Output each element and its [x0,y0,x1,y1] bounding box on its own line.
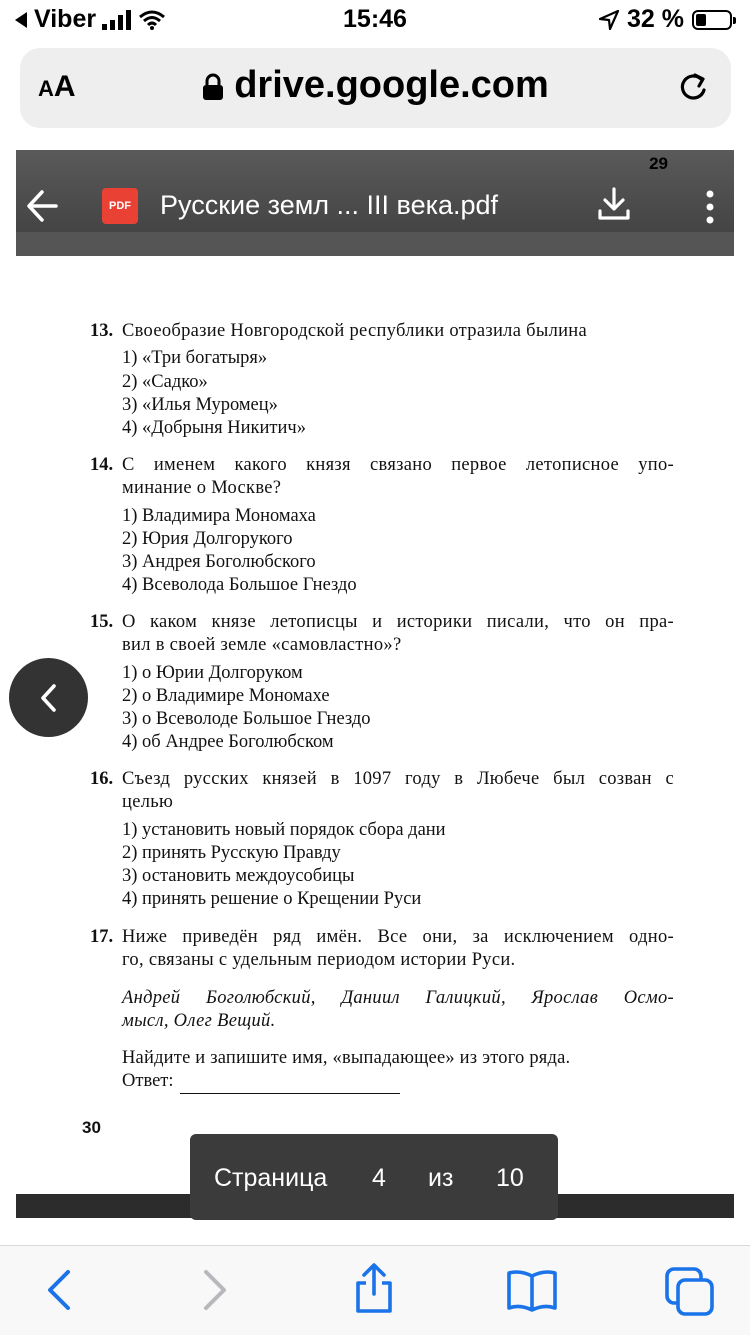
names-line: мысл, Олег Вещий. [122,1010,276,1031]
url-field[interactable] [20,64,731,107]
page-word: Страница [214,1164,328,1192]
total-pages: 10 [496,1164,524,1192]
option: 1) «Три богатыря» [122,348,268,369]
status-bar [0,0,750,40]
option: 3) остановить междоусобицы [122,866,355,887]
battery-icon [692,10,732,30]
names-line: Андрей Боголюбский, Даниил Галицкий, Ярослав Осмо- [122,987,674,1008]
reload-icon[interactable] [677,70,711,104]
browser-forward-icon[interactable] [200,1268,230,1312]
pdf-page [16,256,734,1194]
answer-line [122,1070,674,1093]
more-options-icon[interactable] [704,190,716,224]
url-text: drive.google.com [234,64,549,106]
aa-large: A [53,70,76,103]
bookmarks-icon[interactable] [506,1268,558,1312]
question-number: 17. [90,927,114,947]
clock: 15:46 [343,5,407,33]
pdf-file-icon: PDF [102,188,138,224]
option: 1) Владимира Мономаха [122,505,316,526]
question-15 [90,611,674,755]
location-arrow-icon [599,10,619,30]
back-app-label: Viber [34,5,97,33]
share-icon[interactable] [352,1262,396,1314]
question-number: 16. [90,769,114,789]
answer-label: Ответ: [122,1071,174,1092]
download-icon[interactable] [596,186,632,222]
option: 2) Юрия Долгорукого [122,528,293,549]
question-text-line: целью [122,792,174,813]
drive-toolbar [16,150,734,232]
lock-icon [202,73,224,101]
previous-page-button[interactable] [9,658,88,737]
address-bar[interactable] [20,48,731,128]
question-text-line: вил в своей земле «самовластно»? [122,635,402,656]
option: 2) «Садко» [122,371,208,392]
options [122,662,674,755]
aa-small: A [38,76,54,101]
options [122,347,674,440]
wifi-icon [138,10,166,30]
page-indicator [190,1134,558,1220]
current-page: 4 [372,1164,386,1192]
of-word: из [428,1164,454,1192]
battery-level [696,14,706,26]
browser-back-icon[interactable] [44,1268,74,1312]
status-right [599,5,732,34]
question-text-line: минание о Москве? [122,478,282,499]
options [122,819,674,912]
question-number: 15. [90,612,114,632]
document-title: Русские земл ... III века.pdf [160,190,499,220]
option: 4) Всеволода Большое Гнездо [122,575,357,596]
back-to-app[interactable] [14,5,166,34]
option: 4) об Андрее Боголюбском [122,732,334,753]
question-text-line: Ниже приведён ряд имён. Все они, за исключением одно- [122,927,674,947]
previous-page-number: 29 [649,154,668,173]
question-number: 14. [90,455,114,475]
option: 1) о Юрии Долгоруком [122,662,303,683]
option: 2) о Владимире Мономахе [122,685,330,706]
question-text-line: С именем какого князя связано первое летописное упо- [122,455,674,475]
question-text-line: го, связаны с удельным периодом истории Руси. [122,950,516,971]
option: 3) Андрея Боголюбского [122,552,316,573]
tabs-icon[interactable] [664,1266,716,1318]
option: 3) «Илья Муромец» [122,394,278,415]
battery-percent: 32 % [627,5,684,33]
question-text: Своеобразие Новгородской республики отразила былина [122,321,588,341]
question-13 [90,320,674,440]
page-gap [16,232,734,256]
page-footer-number: 30 [82,1118,101,1137]
question-17 [90,926,674,1094]
instruction: Найдите и запишите имя, «выпадающее» из этого ряда. [122,1048,571,1069]
question-14 [90,454,674,598]
option: 4) принять решение о Крещении Руси [122,889,422,910]
question-16 [90,768,674,912]
options [122,505,674,598]
answer-blank [180,1075,400,1094]
chevron-left-icon [39,683,59,713]
question-number: 13. [90,321,114,341]
question-text-line: Съезд русских князей в 1097 году в Любече был созван с [122,769,674,789]
option: 3) о Всеволоде Большое Гнездо [122,709,371,730]
browser-toolbar [0,1245,750,1335]
option: 2) принять Русскую Правду [122,842,341,863]
signal-icon [102,10,132,30]
names-list [122,987,674,1034]
option: 4) «Добрыня Никитич» [122,418,306,439]
back-arrow-icon[interactable] [26,174,60,238]
question-text-line: О каком князе летописцы и историки писали, что он пра- [122,612,674,632]
back-triangle-icon [14,11,28,29]
option: 1) установить новый порядок сбора дани [122,819,446,840]
